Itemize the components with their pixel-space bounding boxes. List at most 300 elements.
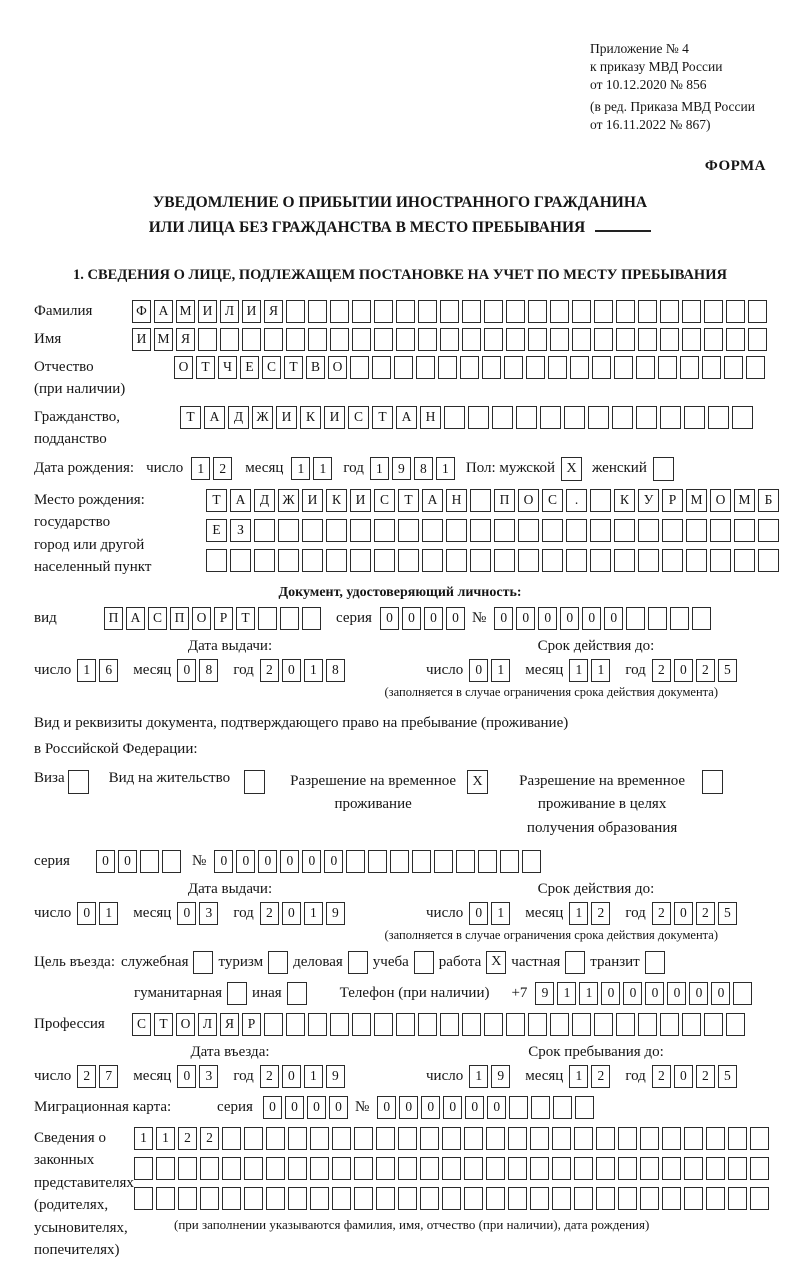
cell-box[interactable]: [638, 549, 659, 572]
cell-box[interactable]: 0: [645, 982, 664, 1005]
cell-box[interactable]: [222, 1127, 241, 1150]
cell-box[interactable]: И: [132, 328, 151, 351]
cell-box[interactable]: 0: [399, 1096, 418, 1119]
cell-box[interactable]: [592, 356, 611, 379]
cell-box[interactable]: [590, 519, 611, 542]
migration-series-cells[interactable]: [263, 1096, 351, 1119]
cell-box[interactable]: [682, 1013, 701, 1036]
cell-box[interactable]: [662, 1157, 681, 1180]
cell-box[interactable]: [230, 549, 251, 572]
cell-box[interactable]: [728, 1127, 747, 1150]
cell-box[interactable]: 0: [421, 1096, 440, 1119]
doc-number-cells[interactable]: [494, 607, 714, 630]
cell-box[interactable]: [726, 328, 745, 351]
cell-box[interactable]: [468, 406, 489, 429]
cell-box[interactable]: 0: [302, 850, 321, 873]
cell-box[interactable]: [648, 607, 667, 630]
cell-box[interactable]: 1: [491, 902, 510, 925]
cell-box[interactable]: [494, 549, 515, 572]
valid-day-cells[interactable]: [469, 659, 513, 682]
cell-box[interactable]: [660, 328, 679, 351]
cell-box[interactable]: [418, 328, 437, 351]
cell-box[interactable]: Ф: [132, 300, 151, 323]
cell-box[interactable]: 0: [487, 1096, 506, 1119]
cell-box[interactable]: 1: [491, 659, 510, 682]
cell-box[interactable]: [398, 1127, 417, 1150]
cell-box[interactable]: 1: [99, 902, 118, 925]
cell-box[interactable]: [638, 328, 657, 351]
cell-box[interactable]: 9: [326, 1065, 345, 1088]
cell-box[interactable]: [574, 1157, 593, 1180]
visa-checkbox[interactable]: [68, 770, 89, 794]
cell-box[interactable]: Ж: [252, 406, 273, 429]
cell-box[interactable]: [658, 356, 677, 379]
cell-box[interactable]: Т: [236, 607, 255, 630]
cell-box[interactable]: [614, 549, 635, 572]
cell-box[interactable]: [494, 519, 515, 542]
cell-box[interactable]: 9: [535, 982, 554, 1005]
cell-box[interactable]: [662, 519, 683, 542]
cell-box[interactable]: [704, 300, 723, 323]
cell-box[interactable]: [612, 406, 633, 429]
cell-box[interactable]: [618, 1187, 637, 1210]
cell-box[interactable]: [682, 328, 701, 351]
cell-box[interactable]: [352, 1013, 371, 1036]
cell-box[interactable]: А: [126, 607, 145, 630]
cell-box[interactable]: И: [350, 489, 371, 512]
cell-box[interactable]: [460, 356, 479, 379]
cell-box[interactable]: 0: [285, 1096, 304, 1119]
cell-box[interactable]: [398, 519, 419, 542]
cell-box[interactable]: [726, 1013, 745, 1036]
cell-box[interactable]: [486, 1157, 505, 1180]
cell-box[interactable]: [140, 850, 159, 873]
cell-box[interactable]: [422, 519, 443, 542]
cell-box[interactable]: [412, 850, 431, 873]
cell-box[interactable]: 1: [591, 659, 610, 682]
profession-cells[interactable]: [132, 1013, 748, 1036]
cell-box[interactable]: [728, 1187, 747, 1210]
cell-box[interactable]: 2: [591, 902, 610, 925]
cell-box[interactable]: [464, 1157, 483, 1180]
cell-box[interactable]: [732, 406, 753, 429]
cell-box[interactable]: 0: [402, 607, 421, 630]
cell-box[interactable]: Т: [196, 356, 215, 379]
cell-box[interactable]: [440, 328, 459, 351]
cell-box[interactable]: [575, 1096, 594, 1119]
cell-box[interactable]: Л: [198, 1013, 217, 1036]
cell-box[interactable]: [662, 1187, 681, 1210]
cell-box[interactable]: [376, 1127, 395, 1150]
cell-box[interactable]: [134, 1187, 153, 1210]
cell-box[interactable]: Р: [662, 489, 683, 512]
cell-box[interactable]: [596, 1127, 615, 1150]
cell-box[interactable]: 0: [623, 982, 642, 1005]
cell-box[interactable]: [418, 300, 437, 323]
cell-box[interactable]: Д: [228, 406, 249, 429]
cell-box[interactable]: [310, 1187, 329, 1210]
birth-place-cells-2[interactable]: [206, 519, 782, 542]
cell-box[interactable]: 2: [200, 1127, 219, 1150]
cell-box[interactable]: [286, 328, 305, 351]
cell-box[interactable]: 8: [199, 659, 218, 682]
cell-box[interactable]: [636, 406, 657, 429]
citizenship-cells[interactable]: [180, 406, 756, 429]
cell-box[interactable]: [748, 300, 767, 323]
cell-box[interactable]: А: [422, 489, 443, 512]
cell-box[interactable]: 0: [177, 1065, 196, 1088]
cell-box[interactable]: [706, 1157, 725, 1180]
cell-box[interactable]: [572, 1013, 591, 1036]
cell-box[interactable]: [266, 1187, 285, 1210]
cell-box[interactable]: [508, 1157, 527, 1180]
cell-box[interactable]: [470, 549, 491, 572]
cell-box[interactable]: [310, 1157, 329, 1180]
cell-box[interactable]: [244, 1187, 263, 1210]
cell-box[interactable]: 0: [329, 1096, 348, 1119]
cell-box[interactable]: [444, 406, 465, 429]
cell-box[interactable]: 0: [324, 850, 343, 873]
cell-box[interactable]: 2: [652, 1065, 671, 1088]
stay-day-cells[interactable]: [469, 1065, 513, 1088]
cell-box[interactable]: [522, 850, 541, 873]
cell-box[interactable]: 2: [696, 1065, 715, 1088]
cell-box[interactable]: 2: [696, 659, 715, 682]
cell-box[interactable]: 2: [260, 902, 279, 925]
cell-box[interactable]: 0: [443, 1096, 462, 1119]
cell-box[interactable]: [372, 356, 391, 379]
cell-box[interactable]: [548, 356, 567, 379]
cell-box[interactable]: П: [494, 489, 515, 512]
cell-box[interactable]: [594, 300, 613, 323]
cell-box[interactable]: [288, 1157, 307, 1180]
cell-box[interactable]: [178, 1187, 197, 1210]
cell-box[interactable]: И: [324, 406, 345, 429]
cell-box[interactable]: [552, 1157, 571, 1180]
cell-box[interactable]: [640, 1187, 659, 1210]
cell-box[interactable]: [596, 1157, 615, 1180]
cell-box[interactable]: [550, 300, 569, 323]
residence-issue-month-cells[interactable]: [177, 902, 221, 925]
stay-month-cells[interactable]: [569, 1065, 613, 1088]
purpose-other-checkbox[interactable]: [287, 982, 307, 1005]
cell-box[interactable]: [396, 1013, 415, 1036]
cell-box[interactable]: [330, 328, 349, 351]
cell-box[interactable]: С: [374, 489, 395, 512]
cell-box[interactable]: [352, 328, 371, 351]
male-checkbox[interactable]: X: [561, 457, 582, 481]
cell-box[interactable]: 6: [99, 659, 118, 682]
cell-box[interactable]: [526, 356, 545, 379]
cell-box[interactable]: П: [170, 607, 189, 630]
cell-box[interactable]: 1: [579, 982, 598, 1005]
cell-box[interactable]: [420, 1187, 439, 1210]
cell-box[interactable]: 2: [260, 659, 279, 682]
cell-box[interactable]: 2: [260, 1065, 279, 1088]
cell-box[interactable]: [531, 1096, 550, 1119]
cell-box[interactable]: [508, 1187, 527, 1210]
cell-box[interactable]: [280, 607, 299, 630]
cell-box[interactable]: 0: [177, 902, 196, 925]
cell-box[interactable]: 0: [604, 607, 623, 630]
cell-box[interactable]: [710, 519, 731, 542]
cell-box[interactable]: 0: [307, 1096, 326, 1119]
cell-box[interactable]: С: [348, 406, 369, 429]
cell-box[interactable]: [374, 519, 395, 542]
cell-box[interactable]: К: [300, 406, 321, 429]
cell-box[interactable]: [684, 1127, 703, 1150]
cell-box[interactable]: [368, 850, 387, 873]
cell-box[interactable]: [662, 1127, 681, 1150]
cell-box[interactable]: 1: [557, 982, 576, 1005]
cell-box[interactable]: 0: [711, 982, 730, 1005]
cell-box[interactable]: [616, 1013, 635, 1036]
cell-box[interactable]: О: [192, 607, 211, 630]
cell-box[interactable]: О: [710, 489, 731, 512]
cell-box[interactable]: М: [154, 328, 173, 351]
cell-box[interactable]: Р: [242, 1013, 261, 1036]
cell-box[interactable]: М: [176, 300, 195, 323]
cell-box[interactable]: [286, 1013, 305, 1036]
cell-box[interactable]: [446, 549, 467, 572]
cell-box[interactable]: [542, 519, 563, 542]
birth-place-cells-3[interactable]: [206, 549, 782, 572]
purpose-official-checkbox[interactable]: [193, 951, 213, 974]
cell-box[interactable]: [462, 1013, 481, 1036]
cell-box[interactable]: [564, 406, 585, 429]
cell-box[interactable]: [198, 328, 217, 351]
cell-box[interactable]: [734, 549, 755, 572]
cell-box[interactable]: [574, 1127, 593, 1150]
residence-issue-year-cells[interactable]: [260, 902, 348, 925]
cell-box[interactable]: [456, 850, 475, 873]
cell-box[interactable]: [710, 549, 731, 572]
cell-box[interactable]: К: [614, 489, 635, 512]
cell-box[interactable]: 1: [304, 659, 323, 682]
purpose-private-checkbox[interactable]: [565, 951, 585, 974]
cell-box[interactable]: [222, 1187, 241, 1210]
cell-box[interactable]: [528, 328, 547, 351]
cell-box[interactable]: [442, 1187, 461, 1210]
issue-year-cells[interactable]: [260, 659, 348, 682]
cell-box[interactable]: [376, 1187, 395, 1210]
cell-box[interactable]: [660, 406, 681, 429]
cell-box[interactable]: 1: [569, 659, 588, 682]
residence-permit-checkbox[interactable]: [244, 770, 265, 794]
cell-box[interactable]: Ж: [278, 489, 299, 512]
cell-box[interactable]: Р: [214, 607, 233, 630]
cell-box[interactable]: [470, 489, 491, 512]
cell-box[interactable]: И: [276, 406, 297, 429]
cell-box[interactable]: [566, 519, 587, 542]
birth-place-cells-1[interactable]: [206, 489, 782, 512]
cell-box[interactable]: 0: [674, 659, 693, 682]
cell-box[interactable]: [354, 1127, 373, 1150]
residence-valid-year-cells[interactable]: [652, 902, 740, 925]
cell-box[interactable]: [464, 1127, 483, 1150]
purpose-tourism-checkbox[interactable]: [268, 951, 288, 974]
cell-box[interactable]: [484, 300, 503, 323]
cell-box[interactable]: [438, 356, 457, 379]
cell-box[interactable]: [590, 489, 611, 512]
cell-box[interactable]: Ч: [218, 356, 237, 379]
cell-box[interactable]: [660, 1013, 679, 1036]
cell-box[interactable]: [308, 1013, 327, 1036]
cell-box[interactable]: А: [230, 489, 251, 512]
cell-box[interactable]: [354, 1187, 373, 1210]
cell-box[interactable]: [684, 1187, 703, 1210]
cell-box[interactable]: [464, 1187, 483, 1210]
cell-box[interactable]: [442, 1127, 461, 1150]
issue-month-cells[interactable]: [177, 659, 221, 682]
cell-box[interactable]: [266, 1157, 285, 1180]
cell-box[interactable]: [310, 1127, 329, 1150]
cell-box[interactable]: [750, 1157, 769, 1180]
cell-box[interactable]: [616, 328, 635, 351]
cell-box[interactable]: С: [542, 489, 563, 512]
cell-box[interactable]: [530, 1127, 549, 1150]
cell-box[interactable]: [516, 406, 537, 429]
cell-box[interactable]: Т: [180, 406, 201, 429]
birth-month-cells[interactable]: [291, 457, 335, 480]
cell-box[interactable]: 2: [178, 1127, 197, 1150]
cell-box[interactable]: [734, 519, 755, 542]
cell-box[interactable]: [638, 1013, 657, 1036]
cell-box[interactable]: [553, 1096, 572, 1119]
cell-box[interactable]: [726, 300, 745, 323]
cell-box[interactable]: 0: [469, 902, 488, 925]
patronymic-cells[interactable]: [174, 356, 768, 379]
cell-box[interactable]: [220, 328, 239, 351]
cell-box[interactable]: [706, 1187, 725, 1210]
cell-box[interactable]: [258, 607, 277, 630]
cell-box[interactable]: Т: [154, 1013, 173, 1036]
cell-box[interactable]: [200, 1157, 219, 1180]
cell-box[interactable]: 1: [436, 457, 455, 480]
cell-box[interactable]: [178, 1157, 197, 1180]
cell-box[interactable]: [242, 328, 261, 351]
purpose-humanitarian-checkbox[interactable]: [227, 982, 247, 1005]
cell-box[interactable]: 0: [469, 659, 488, 682]
issue-day-cells[interactable]: [77, 659, 121, 682]
cell-box[interactable]: [748, 328, 767, 351]
cell-box[interactable]: [588, 406, 609, 429]
cell-box[interactable]: [504, 356, 523, 379]
cell-box[interactable]: 2: [213, 457, 232, 480]
cell-box[interactable]: 1: [569, 902, 588, 925]
cell-box[interactable]: [354, 1157, 373, 1180]
cell-box[interactable]: 0: [282, 659, 301, 682]
cell-box[interactable]: [416, 356, 435, 379]
cell-box[interactable]: 9: [491, 1065, 510, 1088]
cell-box[interactable]: [134, 1157, 153, 1180]
cell-box[interactable]: [518, 519, 539, 542]
cell-box[interactable]: А: [396, 406, 417, 429]
cell-box[interactable]: [376, 1157, 395, 1180]
entry-day-cells[interactable]: [77, 1065, 121, 1088]
cell-box[interactable]: [528, 300, 547, 323]
cell-box[interactable]: [682, 300, 701, 323]
entry-year-cells[interactable]: [260, 1065, 348, 1088]
cell-box[interactable]: [398, 1157, 417, 1180]
cell-box[interactable]: О: [174, 356, 193, 379]
cell-box[interactable]: 1: [313, 457, 332, 480]
cell-box[interactable]: С: [262, 356, 281, 379]
cell-box[interactable]: А: [204, 406, 225, 429]
cell-box[interactable]: [332, 1187, 351, 1210]
doc-type-cells[interactable]: [104, 607, 324, 630]
cell-box[interactable]: [484, 328, 503, 351]
cell-box[interactable]: [733, 982, 752, 1005]
cell-box[interactable]: [332, 1157, 351, 1180]
cell-box[interactable]: [302, 549, 323, 572]
cell-box[interactable]: [640, 1127, 659, 1150]
cell-box[interactable]: [254, 519, 275, 542]
cell-box[interactable]: [626, 607, 645, 630]
cell-box[interactable]: 2: [591, 1065, 610, 1088]
cell-box[interactable]: [552, 1187, 571, 1210]
cell-box[interactable]: 2: [652, 659, 671, 682]
cell-box[interactable]: [640, 1157, 659, 1180]
cell-box[interactable]: 9: [392, 457, 411, 480]
phone-cells[interactable]: [535, 982, 755, 1005]
cell-box[interactable]: М: [734, 489, 755, 512]
cell-box[interactable]: 1: [304, 902, 323, 925]
cell-box[interactable]: [350, 549, 371, 572]
cell-box[interactable]: [278, 519, 299, 542]
cell-box[interactable]: Я: [220, 1013, 239, 1036]
cell-box[interactable]: [590, 549, 611, 572]
cell-box[interactable]: 1: [134, 1127, 153, 1150]
cell-box[interactable]: Т: [206, 489, 227, 512]
cell-box[interactable]: [446, 519, 467, 542]
cell-box[interactable]: [418, 1013, 437, 1036]
cell-box[interactable]: 1: [469, 1065, 488, 1088]
cell-box[interactable]: [420, 1157, 439, 1180]
cell-box[interactable]: 0: [494, 607, 513, 630]
cell-box[interactable]: [350, 356, 369, 379]
cell-box[interactable]: 5: [718, 902, 737, 925]
cell-box[interactable]: М: [686, 489, 707, 512]
cell-box[interactable]: [684, 406, 705, 429]
cell-box[interactable]: Е: [240, 356, 259, 379]
cell-box[interactable]: 0: [601, 982, 620, 1005]
cell-box[interactable]: [330, 300, 349, 323]
purpose-business-checkbox[interactable]: [348, 951, 368, 974]
cell-box[interactable]: 0: [282, 1065, 301, 1088]
cell-box[interactable]: 7: [99, 1065, 118, 1088]
cell-box[interactable]: [686, 519, 707, 542]
cell-box[interactable]: [332, 1127, 351, 1150]
cell-box[interactable]: 0: [538, 607, 557, 630]
cell-box[interactable]: [156, 1157, 175, 1180]
cell-box[interactable]: [442, 1157, 461, 1180]
cell-box[interactable]: 0: [258, 850, 277, 873]
cell-box[interactable]: [486, 1187, 505, 1210]
cell-box[interactable]: 0: [118, 850, 137, 873]
cell-box[interactable]: [746, 356, 765, 379]
cell-box[interactable]: [244, 1127, 263, 1150]
cell-box[interactable]: И: [302, 489, 323, 512]
residence-number-cells[interactable]: [214, 850, 544, 873]
cell-box[interactable]: [704, 1013, 723, 1036]
cell-box[interactable]: А: [154, 300, 173, 323]
cell-box[interactable]: 0: [377, 1096, 396, 1119]
cell-box[interactable]: [440, 300, 459, 323]
cell-box[interactable]: 0: [214, 850, 233, 873]
representatives-cells-1[interactable]: [134, 1127, 772, 1150]
cell-box[interactable]: 1: [291, 457, 310, 480]
